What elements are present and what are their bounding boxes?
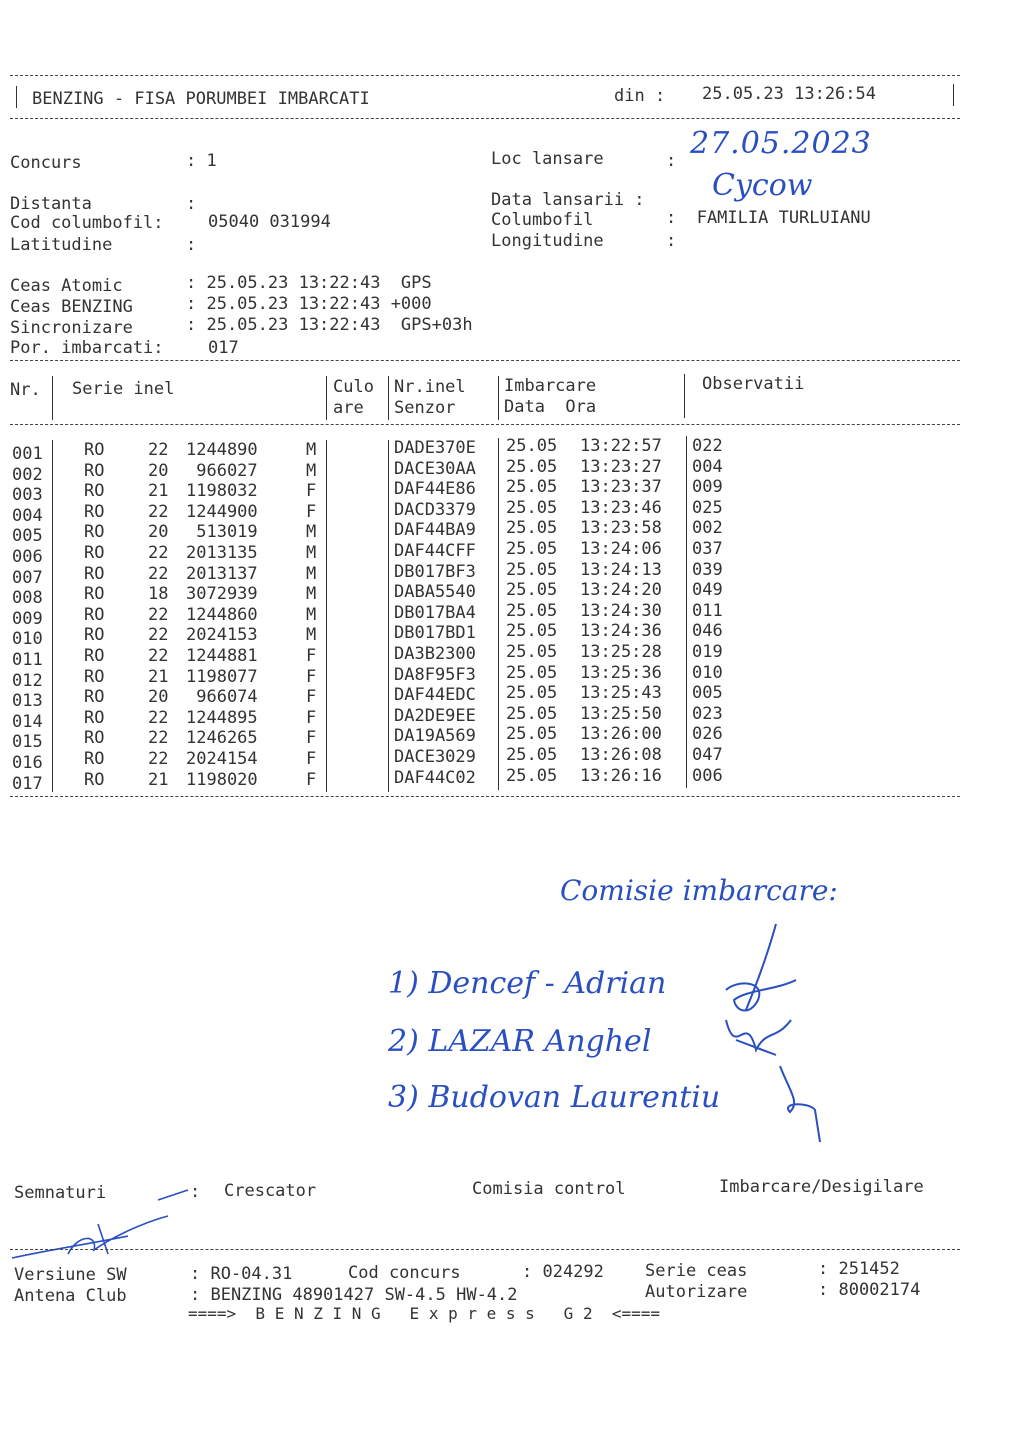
cod-concurs-value: : 024292 [522, 1262, 604, 1282]
ceas-atomic-value: : 25.05.23 13:22:43 GPS [186, 273, 432, 293]
row-number: 014 [12, 711, 43, 732]
row-year: 22 [148, 625, 169, 646]
header-left-bar [16, 86, 17, 108]
row-time: 13:24:06 [580, 539, 662, 559]
table-row [0, 642, 1000, 670]
row-observatii: 006 [692, 765, 723, 786]
row-time: 13:24:36 [580, 621, 662, 642]
row-date: 25.05 [506, 724, 558, 745]
row-number: 013 [12, 691, 43, 712]
row-ring-number: 2024153 [186, 625, 258, 646]
row-year: 22 [148, 543, 169, 563]
row-number: 005 [12, 526, 43, 547]
row-number: 004 [12, 505, 43, 526]
handwritten-member-2: 2) LAZAR Anghel [388, 1024, 652, 1059]
row-country: RO [84, 481, 105, 502]
row-country: RO [84, 584, 105, 605]
distanta-label: Distanta [10, 194, 92, 214]
versiune-sw-value: : RO-04.31 [190, 1264, 293, 1284]
col-header-serie: Serie inel [72, 379, 175, 399]
row-country: RO [84, 563, 105, 584]
row-time: 13:26:08 [580, 745, 662, 765]
handwritten-member-3: 3) Budovan Laurentiu [388, 1080, 721, 1115]
cod-columbofil-label: Cod columbofil: [10, 213, 164, 233]
loc-lansare-sep: : [666, 151, 677, 171]
col-header-observatii: Observatii [702, 374, 805, 394]
row-time: 13:25:28 [580, 642, 662, 662]
comisia-control-label: Comisia control [472, 1179, 626, 1199]
row-number: 010 [12, 629, 43, 650]
row-country: RO [84, 604, 105, 625]
row-year: 22 [148, 604, 169, 625]
row-ring-number: 1246265 [186, 728, 258, 749]
handwritten-date: 27.05.2023 [690, 126, 872, 161]
row-observatii: 025 [692, 497, 723, 518]
body-sep-serie [326, 440, 327, 792]
header-rule [10, 118, 960, 119]
concurs-value: : 1 [186, 151, 217, 171]
row-ring-number: 1244890 [186, 440, 258, 460]
row-observatii: 047 [692, 745, 723, 765]
row-number: 007 [12, 567, 43, 588]
row-observatii: 004 [692, 456, 723, 477]
row-date: 25.05 [506, 580, 558, 601]
benzing-banner: ====> B E N Z I N G E x p r e s s G 2 <==== [188, 1304, 661, 1323]
ceas-benzing-value: : 25.05.23 13:22:43 +000 [186, 294, 432, 314]
col-header-culoare-1: Culo [333, 377, 374, 397]
row-year: 21 [148, 769, 169, 790]
row-observatii: 039 [692, 559, 723, 580]
row-sensor: DACE30AA [394, 458, 476, 479]
loc-lansare-label: Loc lansare [491, 149, 604, 169]
table-row [0, 765, 1000, 794]
row-sex: F [306, 501, 317, 522]
row-date: 25.05 [506, 436, 558, 456]
longitudine-value: : [666, 231, 677, 251]
row-ring-number: 966074 [186, 687, 258, 708]
col-header-imbarcare-1: Imbarcare [504, 376, 597, 396]
row-observatii: 011 [692, 600, 723, 621]
row-number: 006 [12, 547, 43, 567]
antena-club-value: : BENZING 48901427 SW-4.5 HW-4.2 [190, 1285, 518, 1305]
row-date: 25.05 [506, 559, 558, 580]
row-sex: F [306, 646, 317, 666]
row-year: 20 [148, 687, 169, 708]
top-rule [10, 75, 960, 76]
columbofil-label: Columbofil [491, 210, 594, 230]
row-country: RO [84, 460, 105, 481]
table-row [0, 518, 1000, 547]
row-ring-number: 1198020 [186, 769, 258, 790]
row-observatii: 049 [692, 580, 723, 601]
row-sex: F [306, 769, 317, 790]
row-ring-number: 966027 [186, 460, 258, 481]
row-ring-number: 1244881 [186, 646, 258, 666]
row-sex: F [306, 749, 317, 769]
row-country: RO [84, 728, 105, 749]
imbarcare-desigilare-label: Imbarcare/Desigilare [719, 1177, 924, 1197]
row-sensor: DA3B2300 [394, 644, 476, 664]
table-bottom-rule [10, 796, 960, 797]
serie-ceas-label: Serie ceas [645, 1261, 748, 1281]
row-observatii: 009 [692, 477, 723, 498]
handwritten-location: Cycow [712, 168, 813, 203]
crescator-label: Crescator [224, 1181, 317, 1201]
row-observatii: 002 [692, 518, 723, 539]
row-date: 25.05 [506, 497, 558, 518]
row-year: 21 [148, 481, 169, 502]
row-year: 22 [148, 440, 169, 460]
row-year: 21 [148, 666, 169, 687]
footer-rule [10, 1249, 960, 1250]
table-row [0, 539, 1000, 567]
row-year: 22 [148, 749, 169, 769]
row-time: 13:25:36 [580, 662, 662, 683]
semnaturi-label: Semnaturi [14, 1183, 107, 1203]
row-ring-number: 2024154 [186, 749, 258, 769]
data-lansarii-label: Data lansarii : [491, 190, 645, 210]
document-title: BENZING - FISA PORUMBEI IMBARCATI [32, 89, 370, 109]
row-time: 13:24:20 [580, 580, 662, 601]
row-sensor: DAF44E86 [394, 479, 476, 500]
row-sex: M [306, 584, 317, 605]
por-imbarcati-label: Por. imbarcati: [10, 338, 164, 358]
row-year: 18 [148, 584, 169, 605]
row-sensor: DACE3029 [394, 747, 476, 767]
row-date: 25.05 [506, 703, 558, 724]
row-observatii: 022 [692, 436, 723, 456]
row-number: 012 [12, 670, 43, 691]
table-row [0, 456, 1000, 485]
row-country: RO [84, 769, 105, 790]
row-date: 25.05 [506, 642, 558, 662]
autorizare-value: : 80002174 [818, 1280, 921, 1300]
row-country: RO [84, 666, 105, 687]
row-time: 13:24:13 [580, 559, 662, 580]
row-time: 13:26:00 [580, 724, 662, 745]
body-sep-imbarcare [686, 436, 687, 788]
row-sex: M [306, 440, 317, 460]
row-time: 13:23:27 [580, 456, 662, 477]
signature-member-2 [716, 1000, 806, 1070]
sincronizare-label: Sincronizare [10, 318, 133, 338]
table-row [0, 559, 1000, 588]
row-sensor: DAF44EDC [394, 685, 476, 706]
body-sep-culoare [388, 440, 389, 792]
row-time: 13:26:16 [580, 765, 662, 786]
body-sep-nr [52, 440, 53, 792]
latitudine-value: : [186, 235, 197, 255]
row-time: 13:25:50 [580, 703, 662, 724]
col-sep-nr [52, 376, 53, 420]
row-country: RO [84, 543, 105, 563]
longitudine-label: Longitudine [491, 231, 604, 251]
row-number: 011 [12, 650, 43, 670]
row-number: 009 [12, 608, 43, 629]
row-sex: F [306, 481, 317, 502]
row-ring-number: 513019 [186, 522, 258, 543]
row-ring-number: 1198032 [186, 481, 258, 502]
row-observatii: 026 [692, 724, 723, 745]
row-observatii: 023 [692, 703, 723, 724]
row-date: 25.05 [506, 765, 558, 786]
col-sep-serie [326, 376, 327, 420]
row-sensor: DABA5540 [394, 582, 476, 603]
row-country: RO [84, 501, 105, 522]
col-sep-imbarcare [684, 374, 685, 418]
table-row [0, 683, 1000, 712]
table-row [0, 662, 1000, 691]
latitudine-label: Latitudine [10, 235, 113, 255]
handwritten-commission-title: Comisie imbarcare: [560, 874, 838, 907]
table-row [0, 724, 1000, 753]
row-ring-number: 1198077 [186, 666, 258, 687]
table-row [0, 436, 1000, 464]
table-row [0, 703, 1000, 732]
col-sep-culoare [388, 376, 389, 420]
row-sensor: DAF44C02 [394, 767, 476, 788]
row-time: 13:23:37 [580, 477, 662, 498]
row-time: 13:23:46 [580, 497, 662, 518]
row-ring-number: 1244895 [186, 707, 258, 728]
col-sep-nrinel [498, 376, 499, 420]
row-ring-number: 2013135 [186, 543, 258, 563]
signature-member-3 [760, 1062, 840, 1152]
row-sex: M [306, 625, 317, 646]
row-time: 13:22:57 [580, 436, 662, 456]
row-ring-number: 1244860 [186, 604, 258, 625]
ceas-atomic-label: Ceas Atomic [10, 276, 123, 296]
sincronizare-value: : 25.05.23 13:22:43 GPS+03h [186, 315, 473, 335]
printed-timestamp: 25.05.23 13:26:54 [702, 84, 876, 104]
row-date: 25.05 [506, 745, 558, 765]
row-number: 002 [12, 464, 43, 485]
row-number: 016 [12, 753, 43, 773]
row-year: 22 [148, 728, 169, 749]
row-date: 25.05 [506, 662, 558, 683]
row-date: 25.05 [506, 518, 558, 539]
handwritten-member-1: 1) Dencef - Adrian [388, 966, 667, 1001]
row-date: 25.05 [506, 600, 558, 621]
row-date: 25.05 [506, 456, 558, 477]
row-number: 003 [12, 485, 43, 506]
col-header-nr: Nr. [10, 380, 41, 400]
concurs-label: Concurs [10, 153, 82, 173]
row-year: 20 [148, 460, 169, 481]
cod-concurs-label: Cod concurs [348, 1263, 461, 1283]
row-year: 22 [148, 646, 169, 666]
row-date: 25.05 [506, 477, 558, 498]
row-year: 22 [148, 707, 169, 728]
row-observatii: 046 [692, 621, 723, 642]
row-country: RO [84, 749, 105, 769]
row-sex: M [306, 522, 317, 543]
serie-ceas-value: : 251452 [818, 1259, 900, 1279]
row-sensor: DA8F95F3 [394, 664, 476, 685]
row-observatii: 037 [692, 539, 723, 559]
row-number: 008 [12, 588, 43, 609]
row-sensor: DB017BA4 [394, 602, 476, 623]
header-right-bar [953, 84, 954, 106]
printed-label-din: din : [614, 86, 666, 106]
col-header-nrinel-1: Nr.inel [394, 377, 466, 397]
row-year: 22 [148, 563, 169, 584]
row-country: RO [84, 646, 105, 666]
row-sensor: DA2DE9EE [394, 705, 476, 726]
row-country: RO [84, 707, 105, 728]
row-sex: M [306, 460, 317, 481]
row-date: 25.05 [506, 683, 558, 704]
row-ring-number: 1244900 [186, 501, 258, 522]
antena-club-label: Antena Club [14, 1286, 127, 1306]
row-sex: F [306, 707, 317, 728]
row-number: 017 [12, 773, 43, 794]
row-sex: F [306, 728, 317, 749]
row-sensor: DACD3379 [394, 499, 476, 520]
table-row [0, 600, 1000, 629]
row-number: 015 [12, 732, 43, 753]
table-row [0, 745, 1000, 773]
por-imbarcati-value: 017 [208, 338, 239, 358]
row-year: 22 [148, 501, 169, 522]
row-date: 25.05 [506, 621, 558, 642]
col-header-nrinel-2: Senzor [394, 398, 456, 418]
cod-columbofil-value: 05040 031994 [208, 212, 331, 232]
row-country: RO [84, 687, 105, 708]
table-row [0, 580, 1000, 609]
col-header-imbarcare-2: Data Ora [504, 397, 597, 417]
row-sex: M [306, 563, 317, 584]
row-country: RO [84, 625, 105, 646]
table-top-rule [10, 360, 960, 361]
semnaturi-sep: : [190, 1182, 201, 1202]
row-sex: M [306, 543, 317, 563]
body-sep-nrinel [498, 438, 499, 790]
row-sex: F [306, 687, 317, 708]
versiune-sw-label: Versiune SW [14, 1265, 127, 1285]
row-ring-number: 2013137 [186, 563, 258, 584]
row-observatii: 010 [692, 662, 723, 683]
row-sex: F [306, 666, 317, 687]
ceas-benzing-label: Ceas BENZING [10, 297, 133, 317]
row-time: 13:24:30 [580, 600, 662, 621]
col-header-culoare-2: are [333, 398, 364, 418]
autorizare-label: Autorizare [645, 1282, 748, 1302]
row-sensor: DB017BD1 [394, 623, 476, 644]
row-country: RO [84, 440, 105, 460]
row-sex: M [306, 604, 317, 625]
distanta-value: : [186, 194, 197, 214]
row-sensor: DAF44CFF [394, 541, 476, 561]
table-row [0, 477, 1000, 506]
row-observatii: 019 [692, 642, 723, 662]
row-year: 20 [148, 522, 169, 543]
table-row [0, 497, 1000, 526]
row-sensor: DAF44BA9 [394, 520, 476, 541]
columbofil-value: : FAMILIA TURLUIANU [666, 208, 871, 228]
row-sensor: DA19A569 [394, 726, 476, 747]
row-ring-number: 3072939 [186, 584, 258, 605]
row-sensor: DB017BF3 [394, 561, 476, 582]
row-time: 13:23:58 [580, 518, 662, 539]
table-header-rule [10, 424, 960, 425]
table-row [0, 621, 1000, 650]
row-sensor: DADE370E [394, 438, 476, 458]
row-number: 001 [12, 444, 43, 464]
row-observatii: 005 [692, 683, 723, 704]
row-country: RO [84, 522, 105, 543]
row-date: 25.05 [506, 539, 558, 559]
row-time: 13:25:43 [580, 683, 662, 704]
